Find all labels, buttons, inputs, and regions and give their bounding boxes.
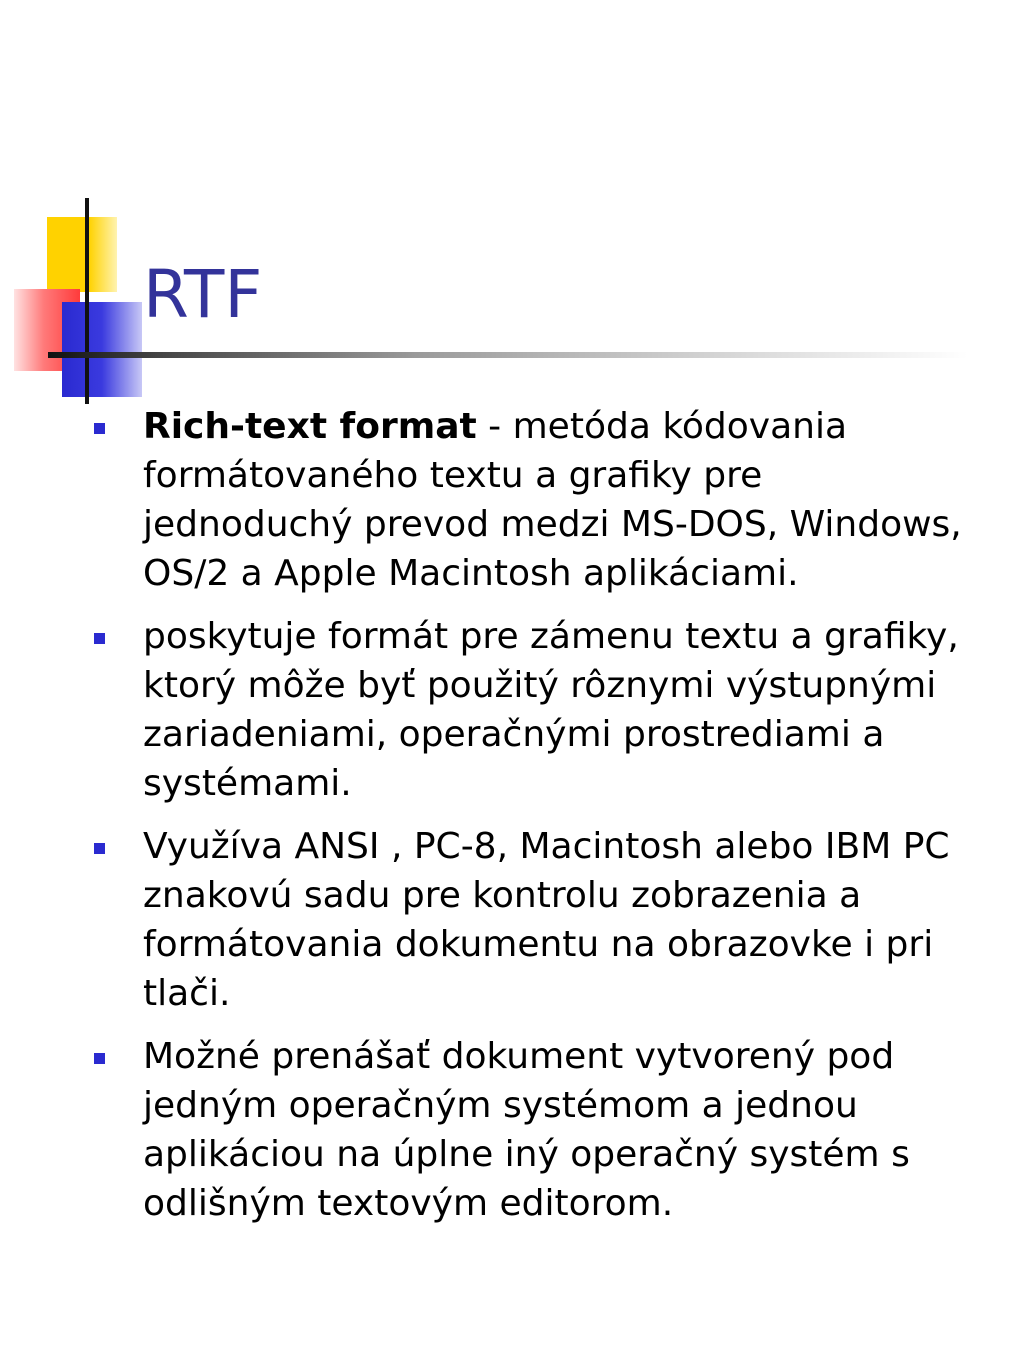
bullet-text: poskytuje formát pre zámenu textu a grafiky, ktorý môže byť použitý rôznymi výstupnými zariadeniami, operačnými prostrediami a systémami. <box>143 616 959 804</box>
bullet-square-icon <box>94 1053 105 1064</box>
bullet-item <box>94 1032 974 1228</box>
title-underline <box>48 352 968 358</box>
bullet-item <box>94 612 974 808</box>
bullet-text: Možné prenášať dokument vytvorený pod jedným operačným systémom a jednou aplikáciou na úplne iný operačný systém s odlišným textovým editorom. <box>143 1036 910 1224</box>
bullet-square-icon <box>94 633 105 644</box>
decorative-yellow-square <box>47 217 117 292</box>
bullet-square-icon <box>94 423 105 434</box>
slide-title: RTF <box>143 256 263 333</box>
bullet-item <box>94 822 974 1018</box>
decorative-blue-square <box>62 302 142 397</box>
bullet-term: Rich-text format <box>143 406 477 447</box>
bullet-list <box>94 402 974 1242</box>
bullet-item <box>94 402 974 598</box>
bullet-square-icon <box>94 843 105 854</box>
bullet-text: Využíva ANSI , PC-8, Macintosh alebo IBM PC znakovú sadu pre kontrolu zobrazenia a formátovania dokumentu na obrazovke i pri tlači. <box>143 826 950 1014</box>
bullet-text: - metóda kódovania formátovaného textu a grafiky pre jednoduchý prevod medzi MS-DOS, Windows, OS/2 a Apple Macintosh aplikáciami. <box>143 406 962 594</box>
decorative-vertical-line <box>85 198 89 404</box>
